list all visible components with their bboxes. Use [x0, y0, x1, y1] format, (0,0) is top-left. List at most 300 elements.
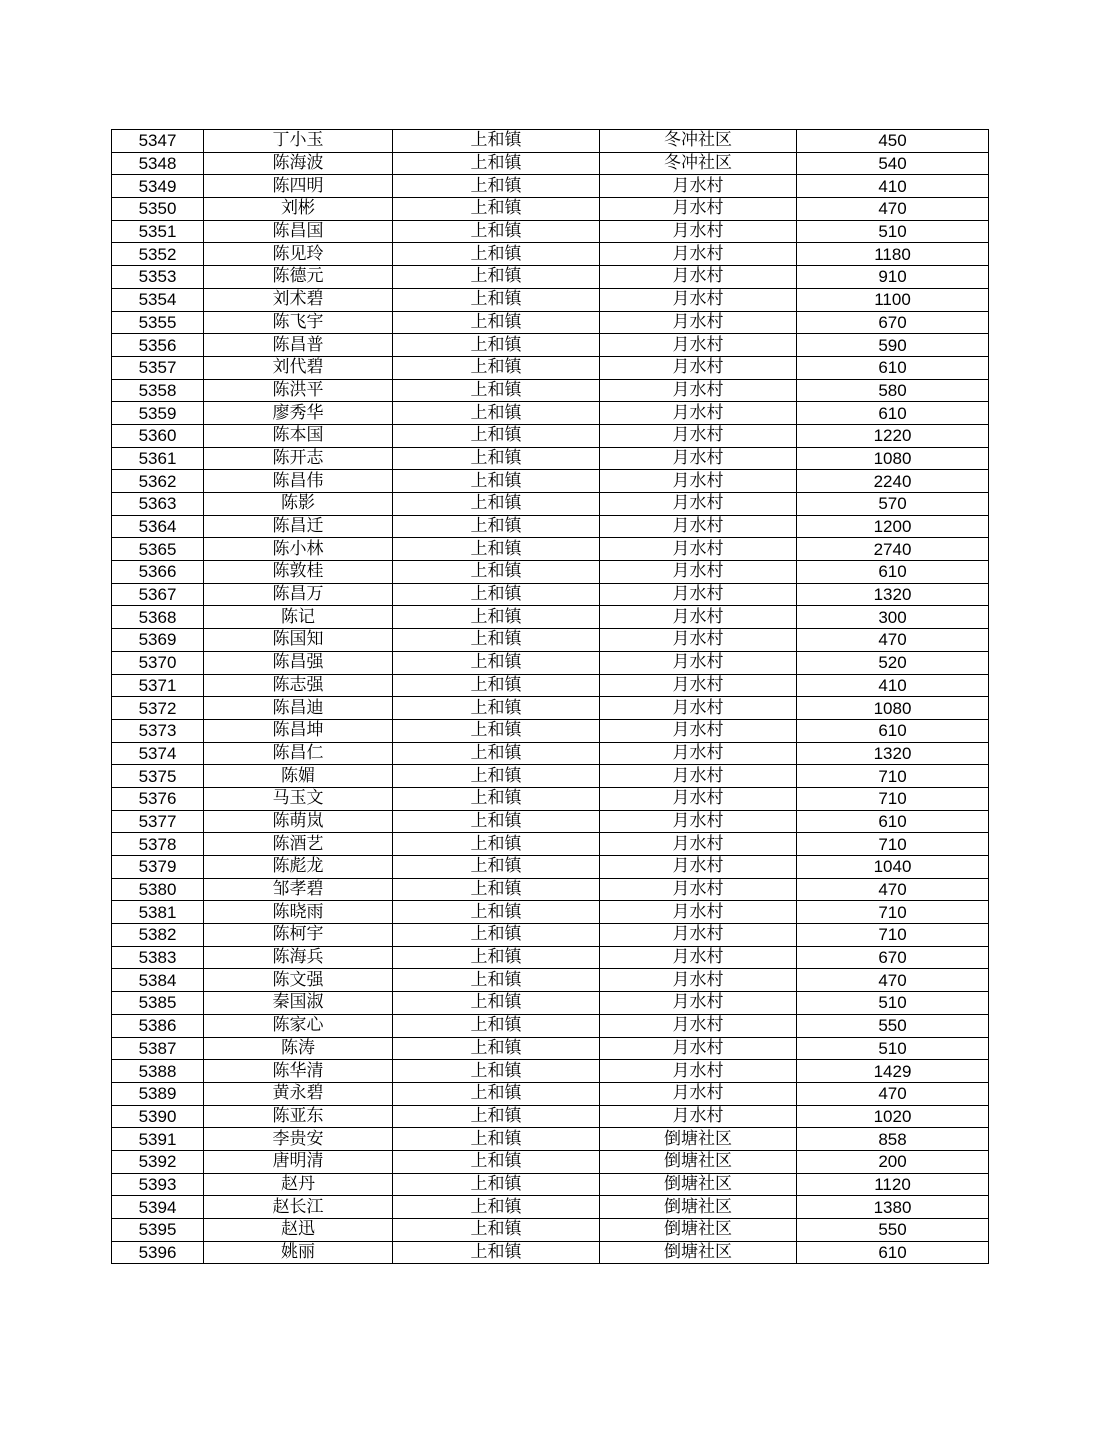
seq-cell: 5356 [112, 334, 204, 357]
amount-cell: 470 [797, 878, 989, 901]
community-cell: 月水村 [600, 856, 797, 879]
seq-cell: 5368 [112, 606, 204, 629]
seq-cell: 5387 [112, 1037, 204, 1060]
seq-cell: 5355 [112, 311, 204, 334]
community-cell: 月水村 [600, 833, 797, 856]
table-row [112, 946, 989, 969]
amount-cell: 590 [797, 334, 989, 357]
community-cell: 月水村 [600, 356, 797, 379]
seq-cell: 5359 [112, 402, 204, 425]
name-cell: 刘术碧 [204, 288, 393, 311]
community-cell: 月水村 [600, 651, 797, 674]
name-cell: 陈昌伟 [204, 470, 393, 493]
community-cell: 倒塘社区 [600, 1196, 797, 1219]
seq-cell: 5358 [112, 379, 204, 402]
table-row [112, 1105, 989, 1128]
table-row [112, 288, 989, 311]
amount-cell: 300 [797, 606, 989, 629]
name-cell: 陈海兵 [204, 946, 393, 969]
amount-cell: 450 [797, 130, 989, 153]
amount-cell: 550 [797, 1219, 989, 1242]
amount-cell: 470 [797, 198, 989, 221]
town-cell: 上和镇 [393, 742, 600, 765]
table-row [112, 220, 989, 243]
name-cell: 陈昌普 [204, 334, 393, 357]
table-row [112, 1060, 989, 1083]
amount-cell: 610 [797, 356, 989, 379]
seq-cell: 5385 [112, 992, 204, 1015]
amount-cell: 470 [797, 969, 989, 992]
name-cell: 陈四明 [204, 175, 393, 198]
seq-cell: 5378 [112, 833, 204, 856]
town-cell: 上和镇 [393, 311, 600, 334]
name-cell: 黄永碧 [204, 1082, 393, 1105]
name-cell: 陈萌岚 [204, 810, 393, 833]
town-cell: 上和镇 [393, 719, 600, 742]
table-row [112, 561, 989, 584]
table-row [112, 334, 989, 357]
town-cell: 上和镇 [393, 901, 600, 924]
community-cell: 月水村 [600, 1060, 797, 1083]
table-row [112, 175, 989, 198]
seq-cell: 5357 [112, 356, 204, 379]
seq-cell: 5376 [112, 787, 204, 810]
community-cell: 月水村 [600, 742, 797, 765]
town-cell: 上和镇 [393, 992, 600, 1015]
community-cell: 月水村 [600, 515, 797, 538]
name-cell: 陈柯宇 [204, 924, 393, 947]
community-cell: 月水村 [600, 1105, 797, 1128]
amount-cell: 470 [797, 1082, 989, 1105]
name-cell: 陈飞宇 [204, 311, 393, 334]
town-cell: 上和镇 [393, 334, 600, 357]
amount-cell: 610 [797, 561, 989, 584]
table-row [112, 629, 989, 652]
community-cell: 月水村 [600, 719, 797, 742]
amount-cell: 710 [797, 901, 989, 924]
amount-cell: 410 [797, 674, 989, 697]
town-cell: 上和镇 [393, 833, 600, 856]
seq-cell: 5388 [112, 1060, 204, 1083]
amount-cell: 1020 [797, 1105, 989, 1128]
seq-cell: 5390 [112, 1105, 204, 1128]
town-cell: 上和镇 [393, 629, 600, 652]
amount-cell: 200 [797, 1150, 989, 1173]
name-cell: 陈国知 [204, 629, 393, 652]
community-cell: 月水村 [600, 969, 797, 992]
name-cell: 陈文强 [204, 969, 393, 992]
seq-cell: 5389 [112, 1082, 204, 1105]
amount-cell: 510 [797, 1037, 989, 1060]
town-cell: 上和镇 [393, 493, 600, 516]
town-cell: 上和镇 [393, 697, 600, 720]
amount-cell: 910 [797, 266, 989, 289]
seq-cell: 5370 [112, 651, 204, 674]
name-cell: 陈德元 [204, 266, 393, 289]
name-cell: 陈昌迁 [204, 515, 393, 538]
name-cell: 丁小玉 [204, 130, 393, 153]
table-row [112, 810, 989, 833]
community-cell: 月水村 [600, 674, 797, 697]
table-row [112, 992, 989, 1015]
seq-cell: 5392 [112, 1150, 204, 1173]
amount-cell: 858 [797, 1128, 989, 1151]
name-cell: 赵迅 [204, 1219, 393, 1242]
town-cell: 上和镇 [393, 1128, 600, 1151]
amount-cell: 1320 [797, 583, 989, 606]
community-cell: 月水村 [600, 561, 797, 584]
seq-cell: 5349 [112, 175, 204, 198]
table-row [112, 447, 989, 470]
table-body [112, 130, 989, 1264]
community-cell: 月水村 [600, 946, 797, 969]
amount-cell: 710 [797, 833, 989, 856]
name-cell: 姚丽 [204, 1241, 393, 1264]
table-row [112, 924, 989, 947]
table-row [112, 1128, 989, 1151]
name-cell: 陈家心 [204, 1014, 393, 1037]
amount-cell: 2740 [797, 538, 989, 561]
community-cell: 月水村 [600, 379, 797, 402]
amount-cell: 610 [797, 1241, 989, 1264]
town-cell: 上和镇 [393, 1196, 600, 1219]
name-cell: 陈昌国 [204, 220, 393, 243]
community-cell: 月水村 [600, 901, 797, 924]
town-cell: 上和镇 [393, 924, 600, 947]
seq-cell: 5347 [112, 130, 204, 153]
town-cell: 上和镇 [393, 198, 600, 221]
table-row [112, 1173, 989, 1196]
amount-cell: 710 [797, 787, 989, 810]
name-cell: 李贵安 [204, 1128, 393, 1151]
town-cell: 上和镇 [393, 266, 600, 289]
name-cell: 陈记 [204, 606, 393, 629]
community-cell: 倒塘社区 [600, 1150, 797, 1173]
amount-cell: 1220 [797, 424, 989, 447]
name-cell: 陈华清 [204, 1060, 393, 1083]
table-row [112, 311, 989, 334]
town-cell: 上和镇 [393, 651, 600, 674]
seq-cell: 5396 [112, 1241, 204, 1264]
name-cell: 陈志强 [204, 674, 393, 697]
table-row [112, 674, 989, 697]
town-cell: 上和镇 [393, 946, 600, 969]
seq-cell: 5364 [112, 515, 204, 538]
community-cell: 月水村 [600, 266, 797, 289]
community-cell: 月水村 [600, 787, 797, 810]
seq-cell: 5348 [112, 152, 204, 175]
name-cell: 陈小林 [204, 538, 393, 561]
town-cell: 上和镇 [393, 288, 600, 311]
table-row [112, 424, 989, 447]
table-row [112, 651, 989, 674]
name-cell: 陈亚东 [204, 1105, 393, 1128]
community-cell: 月水村 [600, 1082, 797, 1105]
town-cell: 上和镇 [393, 561, 600, 584]
community-cell: 冬冲社区 [600, 152, 797, 175]
seq-cell: 5374 [112, 742, 204, 765]
town-cell: 上和镇 [393, 1219, 600, 1242]
amount-cell: 1100 [797, 288, 989, 311]
amount-cell: 550 [797, 1014, 989, 1037]
amount-cell: 1180 [797, 243, 989, 266]
name-cell: 秦国淑 [204, 992, 393, 1015]
amount-cell: 1320 [797, 742, 989, 765]
table-row [112, 697, 989, 720]
town-cell: 上和镇 [393, 856, 600, 879]
seq-cell: 5361 [112, 447, 204, 470]
town-cell: 上和镇 [393, 969, 600, 992]
amount-cell: 1080 [797, 697, 989, 720]
table-row [112, 1196, 989, 1219]
town-cell: 上和镇 [393, 1014, 600, 1037]
amount-cell: 1380 [797, 1196, 989, 1219]
name-cell: 陈酒艺 [204, 833, 393, 856]
town-cell: 上和镇 [393, 1150, 600, 1173]
table-row [112, 379, 989, 402]
seq-cell: 5367 [112, 583, 204, 606]
seq-cell: 5394 [112, 1196, 204, 1219]
seq-cell: 5383 [112, 946, 204, 969]
table-row [112, 1219, 989, 1242]
community-cell: 月水村 [600, 470, 797, 493]
table-row [112, 356, 989, 379]
town-cell: 上和镇 [393, 1241, 600, 1264]
town-cell: 上和镇 [393, 220, 600, 243]
table-row [112, 787, 989, 810]
name-cell: 廖秀华 [204, 402, 393, 425]
table-row [112, 130, 989, 153]
town-cell: 上和镇 [393, 447, 600, 470]
name-cell: 赵长江 [204, 1196, 393, 1219]
town-cell: 上和镇 [393, 424, 600, 447]
amount-cell: 1200 [797, 515, 989, 538]
name-cell: 唐明清 [204, 1150, 393, 1173]
town-cell: 上和镇 [393, 810, 600, 833]
community-cell: 月水村 [600, 1037, 797, 1060]
town-cell: 上和镇 [393, 152, 600, 175]
seq-cell: 5362 [112, 470, 204, 493]
town-cell: 上和镇 [393, 379, 600, 402]
seq-cell: 5375 [112, 765, 204, 788]
seq-cell: 5372 [112, 697, 204, 720]
table-row [112, 152, 989, 175]
seq-cell: 5366 [112, 561, 204, 584]
name-cell: 陈彪龙 [204, 856, 393, 879]
seq-cell: 5391 [112, 1128, 204, 1151]
community-cell: 月水村 [600, 220, 797, 243]
town-cell: 上和镇 [393, 470, 600, 493]
table-row [112, 198, 989, 221]
town-cell: 上和镇 [393, 538, 600, 561]
town-cell: 上和镇 [393, 243, 600, 266]
community-cell: 月水村 [600, 447, 797, 470]
seq-cell: 5360 [112, 424, 204, 447]
seq-cell: 5382 [112, 924, 204, 947]
town-cell: 上和镇 [393, 1105, 600, 1128]
seq-cell: 5351 [112, 220, 204, 243]
community-cell: 月水村 [600, 629, 797, 652]
table-row [112, 856, 989, 879]
name-cell: 陈晓雨 [204, 901, 393, 924]
seq-cell: 5377 [112, 810, 204, 833]
community-cell: 月水村 [600, 175, 797, 198]
amount-cell: 410 [797, 175, 989, 198]
town-cell: 上和镇 [393, 515, 600, 538]
community-cell: 冬冲社区 [600, 130, 797, 153]
name-cell: 陈敦桂 [204, 561, 393, 584]
community-cell: 月水村 [600, 924, 797, 947]
town-cell: 上和镇 [393, 1037, 600, 1060]
table-row [112, 402, 989, 425]
town-cell: 上和镇 [393, 1173, 600, 1196]
table-row [112, 1241, 989, 1264]
town-cell: 上和镇 [393, 175, 600, 198]
community-cell: 月水村 [600, 424, 797, 447]
amount-cell: 520 [797, 651, 989, 674]
amount-cell: 710 [797, 924, 989, 947]
community-cell: 月水村 [600, 583, 797, 606]
table-row [112, 1150, 989, 1173]
amount-cell: 510 [797, 992, 989, 1015]
amount-cell: 1080 [797, 447, 989, 470]
seq-cell: 5354 [112, 288, 204, 311]
name-cell: 陈昌万 [204, 583, 393, 606]
seq-cell: 5393 [112, 1173, 204, 1196]
community-cell: 月水村 [600, 311, 797, 334]
seq-cell: 5363 [112, 493, 204, 516]
name-cell: 陈本国 [204, 424, 393, 447]
town-cell: 上和镇 [393, 878, 600, 901]
community-cell: 月水村 [600, 288, 797, 311]
town-cell: 上和镇 [393, 356, 600, 379]
community-cell: 月水村 [600, 992, 797, 1015]
table-row [112, 1014, 989, 1037]
name-cell: 马玉文 [204, 787, 393, 810]
table-row [112, 243, 989, 266]
seq-cell: 5373 [112, 719, 204, 742]
amount-cell: 510 [797, 220, 989, 243]
community-cell: 月水村 [600, 243, 797, 266]
name-cell: 陈昌仁 [204, 742, 393, 765]
amount-cell: 610 [797, 402, 989, 425]
seq-cell: 5384 [112, 969, 204, 992]
amount-cell: 470 [797, 629, 989, 652]
table-row [112, 266, 989, 289]
community-cell: 月水村 [600, 1014, 797, 1037]
community-cell: 倒塘社区 [600, 1241, 797, 1264]
community-cell: 月水村 [600, 810, 797, 833]
table-row [112, 833, 989, 856]
name-cell: 陈昌坤 [204, 719, 393, 742]
community-cell: 倒塘社区 [600, 1219, 797, 1242]
table-row [112, 493, 989, 516]
seq-cell: 5386 [112, 1014, 204, 1037]
table-row [112, 515, 989, 538]
seq-cell: 5353 [112, 266, 204, 289]
community-cell: 月水村 [600, 402, 797, 425]
table-row [112, 719, 989, 742]
community-cell: 月水村 [600, 334, 797, 357]
amount-cell: 580 [797, 379, 989, 402]
amount-cell: 610 [797, 719, 989, 742]
name-cell: 邹孝碧 [204, 878, 393, 901]
name-cell: 陈影 [204, 493, 393, 516]
town-cell: 上和镇 [393, 1082, 600, 1105]
seq-cell: 5369 [112, 629, 204, 652]
name-cell: 陈媚 [204, 765, 393, 788]
town-cell: 上和镇 [393, 787, 600, 810]
name-cell: 陈涛 [204, 1037, 393, 1060]
table-row [112, 1082, 989, 1105]
amount-cell: 1429 [797, 1060, 989, 1083]
town-cell: 上和镇 [393, 1060, 600, 1083]
town-cell: 上和镇 [393, 765, 600, 788]
name-cell: 陈昌强 [204, 651, 393, 674]
name-cell: 陈开志 [204, 447, 393, 470]
community-cell: 倒塘社区 [600, 1173, 797, 1196]
town-cell: 上和镇 [393, 130, 600, 153]
data-table [111, 129, 989, 1264]
town-cell: 上和镇 [393, 583, 600, 606]
amount-cell: 570 [797, 493, 989, 516]
table-row [112, 1037, 989, 1060]
community-cell: 月水村 [600, 538, 797, 561]
name-cell: 刘彬 [204, 198, 393, 221]
amount-cell: 1120 [797, 1173, 989, 1196]
table-row [112, 969, 989, 992]
table-row [112, 583, 989, 606]
amount-cell: 610 [797, 810, 989, 833]
amount-cell: 2240 [797, 470, 989, 493]
table-row [112, 742, 989, 765]
seq-cell: 5380 [112, 878, 204, 901]
seq-cell: 5395 [112, 1219, 204, 1242]
community-cell: 倒塘社区 [600, 1128, 797, 1151]
community-cell: 月水村 [600, 606, 797, 629]
name-cell: 陈见玲 [204, 243, 393, 266]
table-row [112, 538, 989, 561]
name-cell: 陈洪平 [204, 379, 393, 402]
community-cell: 月水村 [600, 493, 797, 516]
name-cell: 刘代碧 [204, 356, 393, 379]
amount-cell: 1040 [797, 856, 989, 879]
community-cell: 月水村 [600, 878, 797, 901]
town-cell: 上和镇 [393, 674, 600, 697]
amount-cell: 540 [797, 152, 989, 175]
seq-cell: 5381 [112, 901, 204, 924]
amount-cell: 710 [797, 765, 989, 788]
seq-cell: 5365 [112, 538, 204, 561]
name-cell: 赵丹 [204, 1173, 393, 1196]
table-row [112, 765, 989, 788]
town-cell: 上和镇 [393, 606, 600, 629]
seq-cell: 5350 [112, 198, 204, 221]
table-row [112, 901, 989, 924]
community-cell: 月水村 [600, 765, 797, 788]
seq-cell: 5379 [112, 856, 204, 879]
community-cell: 月水村 [600, 198, 797, 221]
community-cell: 月水村 [600, 697, 797, 720]
table-row [112, 606, 989, 629]
amount-cell: 670 [797, 946, 989, 969]
town-cell: 上和镇 [393, 402, 600, 425]
table-row [112, 470, 989, 493]
seq-cell: 5371 [112, 674, 204, 697]
seq-cell: 5352 [112, 243, 204, 266]
name-cell: 陈昌迪 [204, 697, 393, 720]
amount-cell: 670 [797, 311, 989, 334]
